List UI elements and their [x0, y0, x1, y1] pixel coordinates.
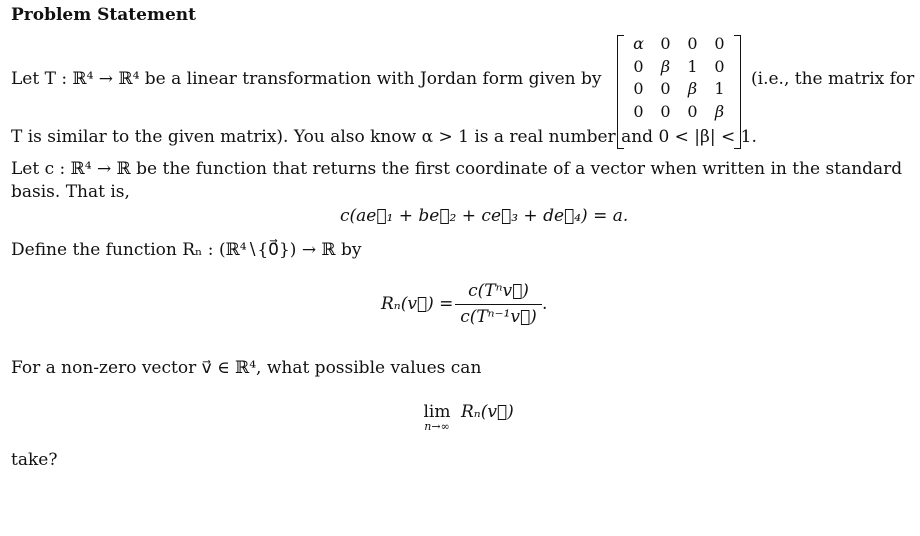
matrix-cell: 0: [660, 34, 671, 54]
matrix-cell: 1: [687, 56, 698, 76]
matrix-cell: 0: [687, 34, 698, 54]
rn-definition-text: Define the function Rₙ : (ℝ⁴∖{0⃗}) → ℝ by: [11, 240, 362, 260]
rn-numerator: c(Tⁿv⃗): [468, 281, 529, 301]
rn-denominator: c(Tⁿ⁻¹v⃗): [460, 307, 537, 327]
matrix-cell: 0: [660, 79, 671, 99]
limit-operator: [417, 402, 457, 433]
fraction-bar: [455, 304, 542, 305]
matrix-cell: 1: [714, 79, 725, 99]
fraction-period: .: [542, 294, 548, 314]
limit-subscript: n→∞: [424, 420, 450, 433]
matrix-cell: 0: [687, 101, 698, 121]
matrix-cell: α: [633, 34, 644, 54]
matrix-cell: β: [714, 101, 725, 121]
function-c-definition-cont: basis. That is,: [11, 182, 130, 202]
jordan-continuation-text: T is similar to the given matrix). You also know α > 1 is a real number and 0 < |β| < 1.: [11, 127, 757, 147]
matrix-cell: 0: [660, 101, 671, 121]
question-ending: take?: [11, 450, 58, 470]
page-title: Problem Statement: [11, 5, 196, 25]
question-text: For a non-zero vector v⃗ ∈ ℝ⁴, what possible values can: [11, 358, 482, 378]
rn-fraction: [455, 281, 542, 327]
matrix-cell: 0: [633, 79, 644, 99]
matrix-cell: β: [660, 56, 671, 76]
coordinate-equation: c(ae⃗₁ + be⃗₂ + ce⃗₃ + de⃗₄) = a.: [340, 206, 629, 226]
matrix-cell: β: [687, 79, 698, 99]
jordan-intro-text: Let T : ℝ⁴ → ℝ⁴ be a linear transformation with Jordan form given by: [11, 69, 602, 89]
limit-lim: lim: [423, 402, 451, 422]
matrix-cell: 0: [714, 56, 725, 76]
matrix-cell: 0: [633, 101, 644, 121]
limit-expression: Rₙ(v⃗): [461, 402, 514, 422]
matrix-cell: 0: [633, 56, 644, 76]
rn-lhs: Rₙ(v⃗) =: [381, 294, 454, 314]
matrix-grid: [625, 33, 733, 123]
jordan-aside-text: (i.e., the matrix for: [751, 69, 915, 89]
function-c-definition: Let c : ℝ⁴ → ℝ be the function that returns the first coordinate of a vector when written in the standard: [11, 159, 903, 179]
matrix-cell: 0: [714, 34, 725, 54]
